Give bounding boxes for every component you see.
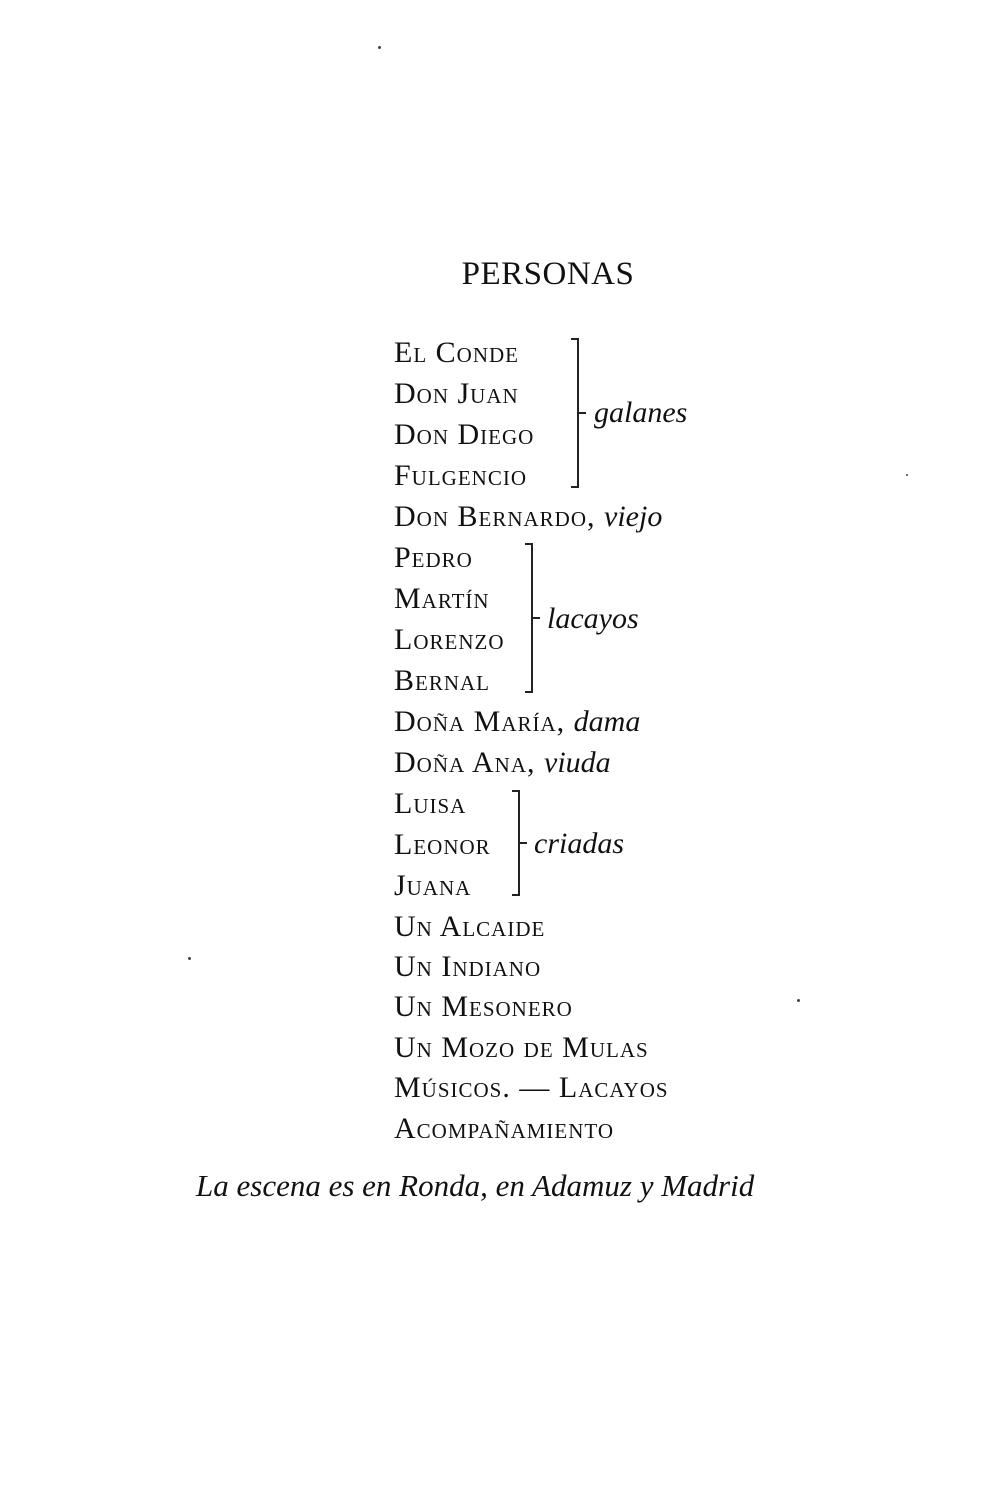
character-qualifier: viuda xyxy=(544,746,611,779)
character-name: Un Indiano xyxy=(394,950,542,983)
character-name: Un Mozo de Mulas xyxy=(394,1031,649,1064)
character-don-juan xyxy=(394,374,519,414)
character-name: Un Alcaide xyxy=(394,910,546,943)
group-brace-lacayos xyxy=(531,543,545,693)
character-qualifier: dama xyxy=(573,705,641,738)
character-name: Leonor xyxy=(394,828,491,861)
character-musicos-lacayos xyxy=(394,1068,669,1108)
group-label-galanes: galanes xyxy=(594,396,688,429)
character-name: Juana xyxy=(394,869,472,902)
character-leonor xyxy=(394,825,491,865)
character-bernal xyxy=(394,661,490,701)
character-name: Luisa xyxy=(394,787,467,820)
character-name: Un Mesonero xyxy=(394,990,573,1023)
character-name: Don Juan xyxy=(394,377,519,410)
character-name: Doña Ana, xyxy=(394,746,536,779)
character-name: Bernal xyxy=(394,664,491,697)
group-label-lacayos: lacayos xyxy=(547,602,639,635)
character-pedro xyxy=(394,538,473,578)
character-un-alcaide xyxy=(394,907,545,947)
character-dona-ana xyxy=(394,743,611,783)
character-name: Martín xyxy=(394,582,490,615)
character-name: Doña María, xyxy=(394,705,566,738)
print-speck xyxy=(906,474,908,476)
character-name: Don Bernardo, xyxy=(394,500,596,533)
character-name: El Conde xyxy=(394,336,519,369)
character-name: Fulgencio xyxy=(394,459,528,492)
character-un-mesonero xyxy=(394,987,573,1027)
character-name: Don Diego xyxy=(394,418,535,451)
setting-note: La escena es en Ronda, en Adamuz y Madrid xyxy=(196,1168,755,1203)
group-label-criadas: criadas xyxy=(534,827,624,860)
group-brace-galanes xyxy=(577,338,591,488)
character-fulgencio xyxy=(394,456,527,496)
character-acompanamiento xyxy=(394,1109,614,1149)
character-martin xyxy=(394,579,490,619)
character-name: Acompañamiento xyxy=(394,1112,615,1145)
character-juana xyxy=(394,866,471,906)
character-luisa xyxy=(394,784,466,824)
character-name: Lorenzo xyxy=(394,623,505,656)
page-title: PERSONAS xyxy=(461,256,635,292)
character-lorenzo xyxy=(394,620,504,660)
print-speck xyxy=(797,999,800,1002)
print-speck xyxy=(188,957,191,960)
character-un-mozo-de-mulas xyxy=(394,1028,649,1068)
character-don-bernardo xyxy=(394,497,662,537)
print-speck xyxy=(378,46,381,49)
character-un-indiano xyxy=(394,947,541,987)
character-dona-maria xyxy=(394,702,640,742)
character-name: Pedro xyxy=(394,541,473,574)
character-name: Músicos. — Lacayos xyxy=(394,1071,669,1104)
character-don-diego xyxy=(394,415,534,455)
character-el-conde xyxy=(394,333,519,373)
group-brace-criadas xyxy=(518,790,532,896)
character-qualifier: viejo xyxy=(604,500,663,533)
